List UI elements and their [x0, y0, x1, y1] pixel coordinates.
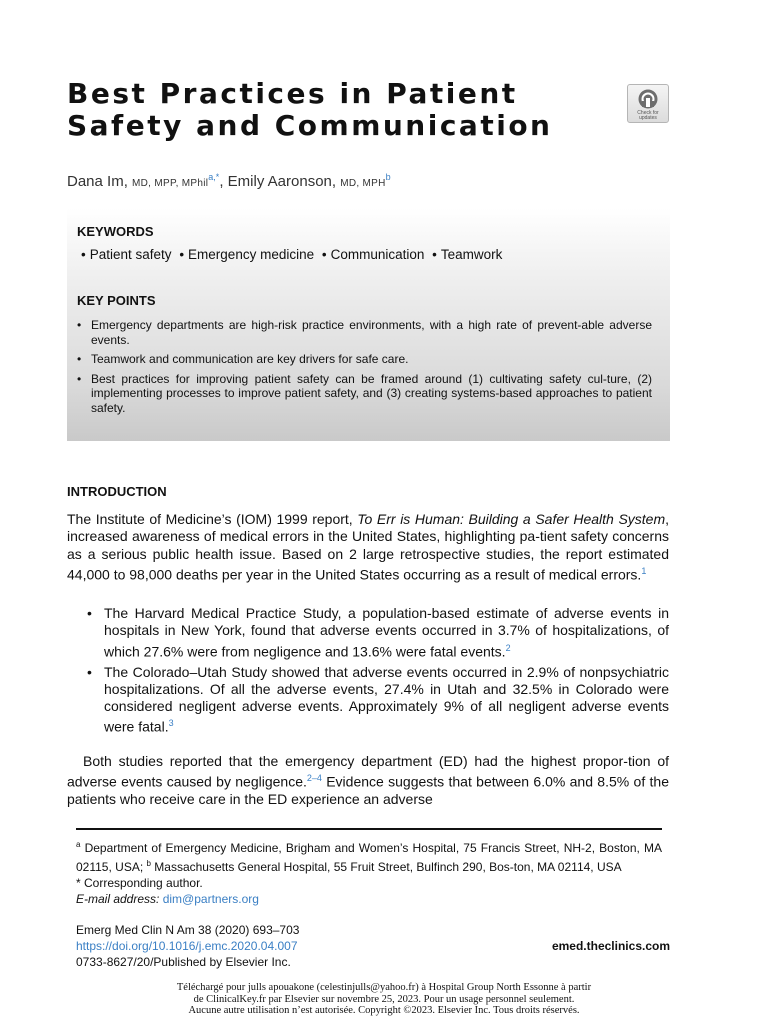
introduction-heading: INTRODUCTION [67, 484, 167, 499]
doi-link[interactable]: https://doi.org/10.1016/j.emc.2020.04.007 [76, 939, 298, 953]
article-title [67, 78, 607, 142]
author-line: Dana Im, MD, MPP, MPhil$^{a,*}$, Emily Aaronson, MD, MPH$^b$ [67, 172, 391, 190]
study-bullet-list [67, 605, 669, 739]
download-notice [0, 982, 768, 1017]
text: The Harvard Medical Practice Study, a population-based estimate of adverse events in hospitals in New York, found that adverse events occurred in 3.7% of hospitalizations, of which 27.6% were from negligence and 13.6% were fatal events. [104, 605, 669, 660]
notice-line: Téléchargé pour julls apouakone (celestinjulls@yahoo.fr) à Hospital Group North Essonne à partir [176, 982, 592, 993]
text: Evidence suggests that between 6.0% and 8.5% of the patients who receive care in the ED experience an adverse [67, 773, 669, 808]
bullet: • [432, 247, 437, 262]
affiliation-text: Massachusetts General Hospital, 55 Fruit Street, Bulfinch 290, Bos-ton, MA 02114, USA [150, 860, 622, 874]
email-line [76, 891, 662, 907]
citation: Emerg Med Clin N Am 38 (2020) 693–703 [76, 923, 300, 937]
email-label: E-mail address: [76, 892, 160, 906]
report-title: To Err is Human: Building a Safer Health System [357, 511, 666, 527]
author-name: Dana Im, [67, 173, 128, 190]
bullet: • [81, 247, 86, 262]
footnotes [76, 837, 662, 907]
keyword: Communication [330, 247, 425, 262]
key-point: • Emergency departments are high-risk practice environments, with a high rate of prevent-able adverse events. [77, 318, 652, 347]
title-line-1: Best Practices in Patient [67, 77, 518, 110]
intro-paragraph-1 [67, 511, 669, 584]
author-degrees: MD, MPP, MPhil [132, 178, 209, 189]
text: The Colorado–Utah Study showed that adverse events occurred in 2.9% of nonpsychiatric hospitalizations. Of all the adverse events, 27.4% in Utah and 32.5% in Colorado were considered negligent adverse events. Approximately 9% of all negligent adverse events were fatal. [104, 663, 669, 736]
intro-paragraph-2 [67, 753, 669, 809]
study-bullet [67, 605, 669, 661]
notice-line: de ClinicalKey.fr par Elsevier sur novembre 25, 2023. Pour un usage personnel seulement. [193, 993, 575, 1005]
footnote-divider [76, 828, 662, 830]
journal-site: emed.theclinics.com [551, 939, 670, 953]
text: Both studies reported that the emergency department (ED) had the highest propor-tion of adverse events caused by negligence. [67, 753, 669, 790]
keyword: Teamwork [440, 247, 503, 262]
study-bullet [67, 664, 669, 737]
author-degrees: MD, MPH [340, 178, 386, 189]
keywords-list [77, 247, 502, 262]
issn: 0733-8627/20/Published by Elsevier Inc. [76, 955, 291, 969]
bullet: • [321, 247, 327, 262]
notice-line: Aucune autre utilisation n’est autorisée. Copyright ©2023. Elsevier Inc. Tous droits réservés. [188, 1005, 580, 1016]
footnote-marker: b [146, 859, 151, 868]
affiliation-text: Department of Emergency Medicine, Brigham and Women’s Hospital, 75 Francis Street, NH-2, Boston, MA 02115, USA; [76, 841, 662, 874]
key-points-list [77, 318, 652, 420]
keywords-keypoints-box [67, 208, 670, 441]
author-name: Emily Aaronson, [227, 173, 337, 190]
affiliation-marker[interactable]: b [385, 172, 391, 182]
key-point: • Best practices for improving patient safety can be framed around (1) cultivating safety cul-ture, (2) implementing processes to improve patient safety, and (3) creating systems-based approaches to patient safety. [77, 372, 652, 416]
affiliation-marker[interactable]: a,* [208, 172, 220, 182]
journal-info [76, 922, 670, 970]
affiliations [76, 837, 662, 875]
title-line-2: Safety and Communication [67, 109, 553, 142]
citation-link[interactable]: 1 [641, 565, 647, 576]
check-for-updates-badge[interactable] [627, 84, 669, 123]
keyword: Emergency medicine [188, 247, 315, 262]
citation-link[interactable]: 2–4 [306, 773, 322, 784]
badge-label: Check for updates [637, 110, 659, 121]
citation-link[interactable]: 2 [505, 642, 511, 653]
email-link[interactable]: dim@partners.org [162, 892, 259, 906]
text: The Institute of Medicine’s (IOM) 1999 report, [67, 511, 358, 527]
bullet: • [179, 247, 185, 262]
corresponding-author: * Corresponding author. [76, 876, 203, 890]
key-point: • Teamwork and communication are key drivers for safe care. [77, 352, 652, 367]
citation-link[interactable]: 3 [168, 718, 174, 729]
crossmark-icon [637, 88, 659, 110]
key-points-heading: KEY POINTS [77, 293, 156, 308]
keywords-heading: KEYWORDS [77, 224, 154, 239]
keyword: Patient safety [89, 247, 172, 262]
text: , increased awareness of medical errors in the United States, highlighting pa-tient safety concerns as a serious public health issue. Based on 2 large retrospective studies, the report estimated 44,000 to 98,000 deaths per year in the United States occurring as a result of medical errors. [67, 511, 670, 583]
footnote-marker: a [76, 840, 81, 849]
